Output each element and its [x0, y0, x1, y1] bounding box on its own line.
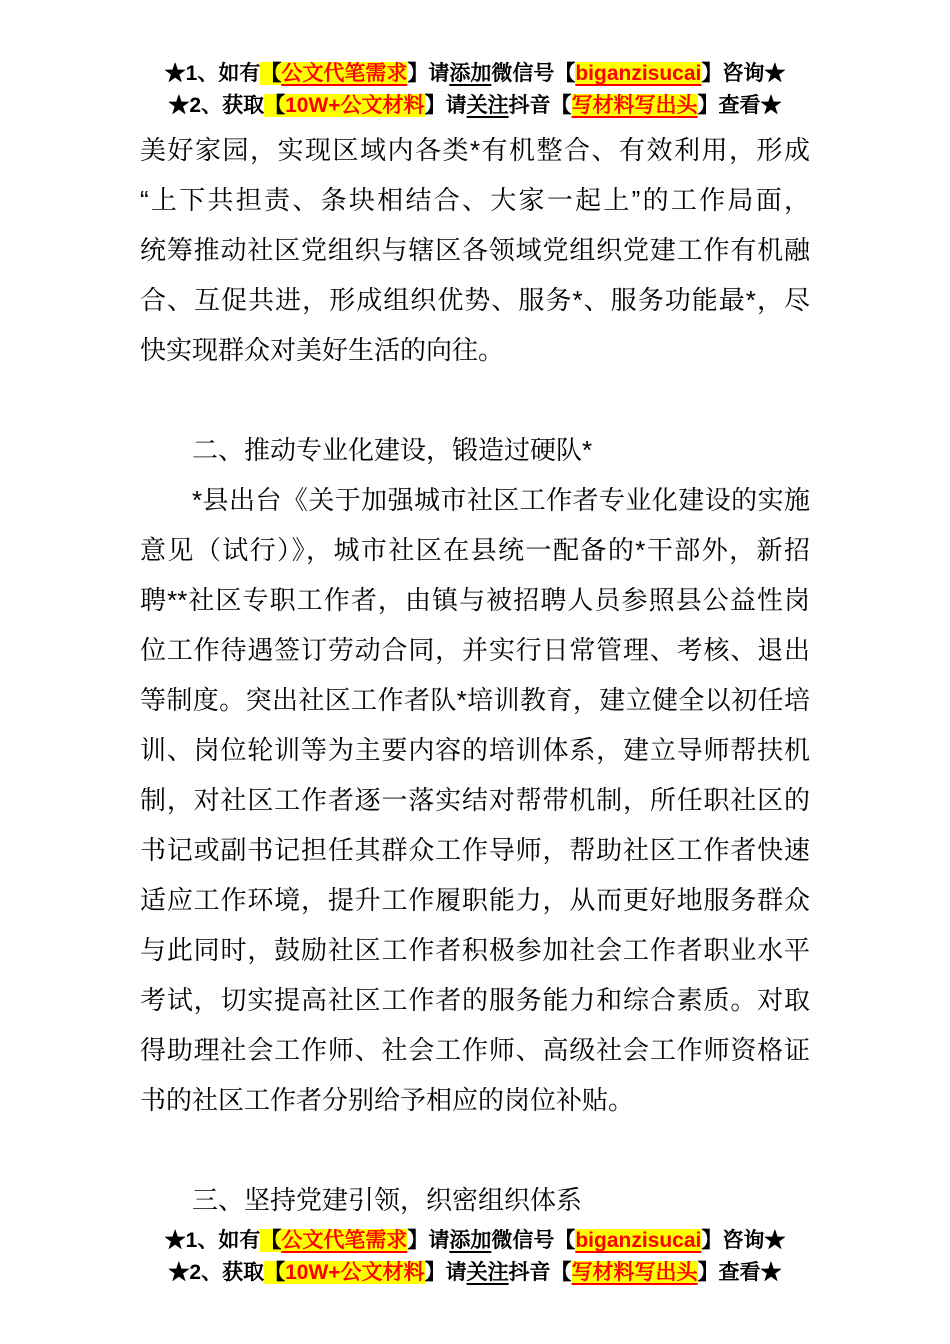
promo-segment: 【 [264, 94, 286, 117]
promo-line [0, 90, 950, 122]
text-line: 书记或副书记担任其群众工作导师，帮助社区工作者快速 [140, 835, 810, 865]
text-line: 合、互促共进，形成组织优势、服务*、服务功能最*，尽 [140, 285, 810, 315]
paragraph [140, 475, 810, 1125]
promo-segment: 关注 [466, 1261, 509, 1284]
section-heading: 三、坚持党建引领，织密组织体系 [192, 1185, 583, 1215]
promo-segment: ★2、获取 [168, 1261, 265, 1284]
paragraph [140, 125, 810, 375]
text-line: 聘**社区专职工作者，由镇与被招聘人员参照县公益性岗 [140, 585, 810, 615]
promo-line [0, 58, 950, 90]
promo-segment: 写材料写出头 [571, 1261, 698, 1284]
promo-segment: 关注 [466, 94, 509, 117]
promo-segment: ★1、如有 [164, 62, 261, 85]
promo-line [0, 1257, 950, 1289]
text-line: 得助理社会工作师、社会工作师、高级社会工作师资格证 [140, 1035, 810, 1065]
text-line: 统筹推动社区党组织与辖区各领域党组织党建工作有机融 [140, 235, 810, 265]
promo-segment: biganzisucai [575, 62, 702, 85]
promo-segment: 抖音【 [508, 1261, 572, 1284]
text-line: 快实现群众对美好生活的向往。 [140, 335, 505, 365]
promo-segment: 】查看★ [697, 1261, 782, 1284]
promo-segment: 【 [260, 1229, 282, 1252]
text-line: 与此同时，鼓励社区工作者积极参加社会工作者职业水平 [140, 935, 810, 965]
text-line: “上下共担责、条块相结合、大家一起上”的工作局面， [140, 185, 810, 215]
section-heading: 二、推动专业化建设，锻造过硬队* [192, 435, 593, 465]
text-line: *县出台《关于加强城市社区工作者专业化建设的实施 [192, 485, 810, 515]
promo-segment: 】请 [407, 1229, 450, 1252]
promo-segment: 】请 [424, 94, 467, 117]
promo-segment: 】咨询★ [701, 62, 786, 85]
promo-segment: biganzisucai [575, 1229, 702, 1252]
promo-segment: 公文代笔需求 [281, 1229, 408, 1252]
text-line: 考试，切实提高社区工作者的服务能力和综合素质。对取 [140, 985, 810, 1015]
promo-segment: 添加 [449, 62, 492, 85]
promo-segment: 抖音【 [508, 94, 572, 117]
text-line: 适应工作环境，提升工作履职能力，从而更好地服务群众 [140, 885, 810, 915]
text-line: 制，对社区工作者逐一落实结对帮带机制，所任职社区的 [140, 785, 810, 815]
promo-segment: 写材料写出头 [571, 94, 698, 117]
text-line: 等制度。突出社区工作者队*培训教育，建立健全以初任培 [140, 685, 810, 715]
promo-segment: 】请 [424, 1261, 467, 1284]
promo-segment: 10W+公文材料 [285, 94, 425, 117]
promo-banner-top [0, 58, 950, 122]
promo-segment: 【 [260, 62, 282, 85]
promo-segment: ★1、如有 [164, 1229, 261, 1252]
document-content [140, 125, 810, 1225]
text-line: 位工作待遇签订劳动合同，并实行日常管理、考核、退出 [140, 635, 810, 665]
promo-segment: 微信号【 [491, 1229, 576, 1252]
promo-segment: 【 [264, 1261, 286, 1284]
promo-segment: 公文代笔需求 [281, 62, 408, 85]
promo-line [0, 1225, 950, 1257]
text-line: 美好家园，实现区域内各类*有机整合、有效利用，形成 [140, 135, 810, 165]
promo-segment: 添加 [449, 1229, 492, 1252]
promo-segment: 10W+公文材料 [285, 1261, 425, 1284]
promo-segment: ★2、获取 [168, 94, 265, 117]
text-line: 意见（试行）》，城市社区在县统一配备的*干部外，新招 [140, 535, 810, 565]
promo-segment: 】咨询★ [701, 1229, 786, 1252]
promo-segment: 】请 [407, 62, 450, 85]
promo-banner-bottom [0, 1225, 950, 1289]
promo-segment: 微信号【 [491, 62, 576, 85]
text-line: 书的社区工作者分别给予相应的岗位补贴。 [140, 1085, 635, 1115]
text-line: 训、岗位轮训等为主要内容的培训体系，建立导师帮扶机 [140, 735, 810, 765]
promo-segment: 】查看★ [697, 94, 782, 117]
